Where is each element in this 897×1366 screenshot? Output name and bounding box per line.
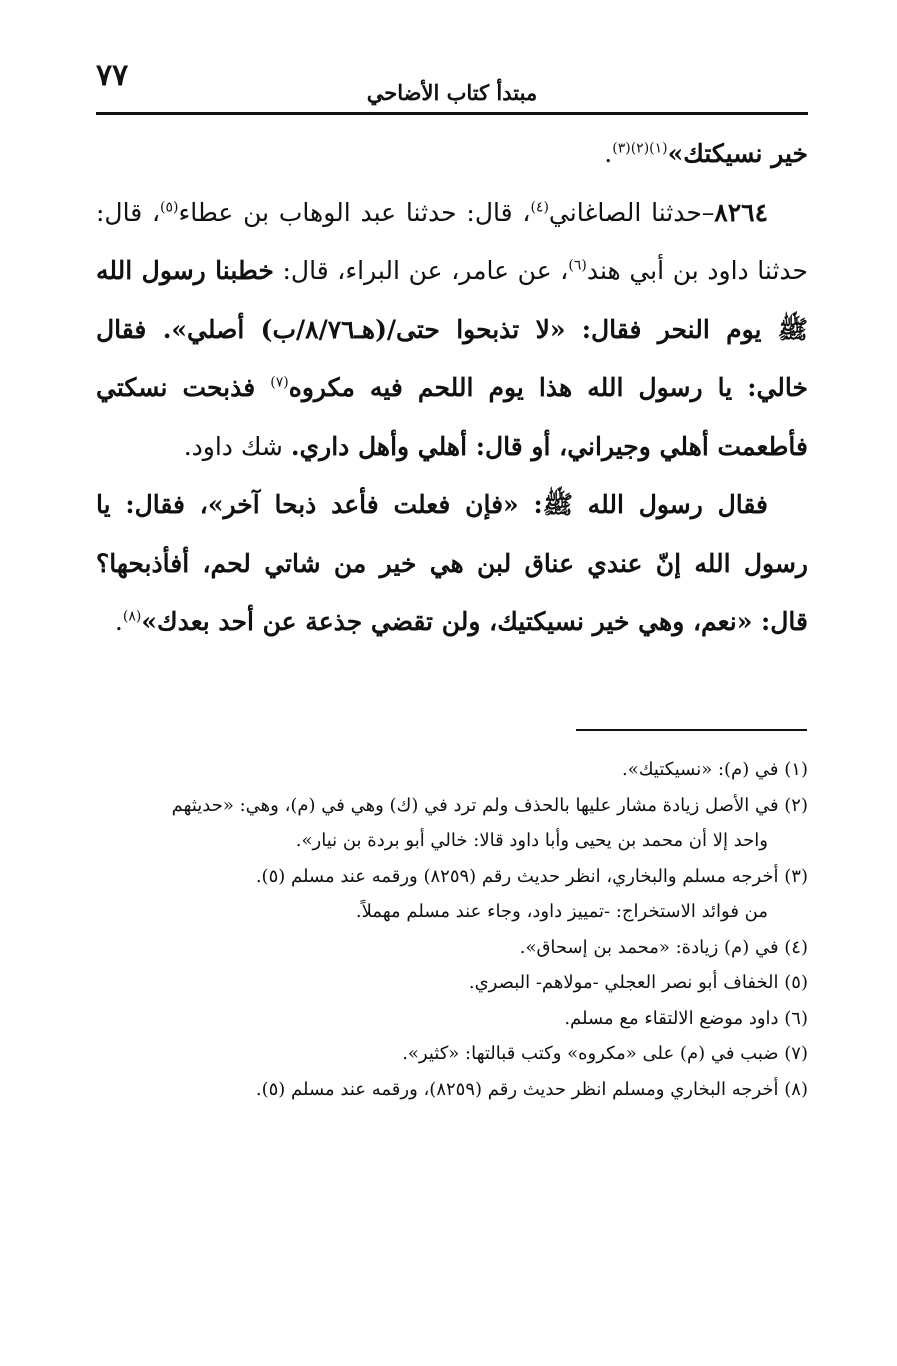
quote-end-text: خير نسيكتك» bbox=[667, 139, 808, 168]
footnote-separator bbox=[576, 729, 807, 731]
page-number: ٧٧ bbox=[96, 58, 129, 93]
punctuation: . bbox=[114, 607, 123, 636]
footnote-1: (١) في (م): «نسيكتيك». bbox=[622, 759, 808, 780]
paragraph-continuation bbox=[96, 125, 808, 184]
footnote-4: (٤) في (م) زيادة: «محمد بن إسحاق». bbox=[519, 936, 808, 958]
footnote-8: (٨) أخرجه البخاري ومسلم انظر حديث رقم (٨٢٥٩)، ورقمه عند مسلم (٥). bbox=[255, 1078, 808, 1100]
footnote-3-continued: من فوائد الاستخراج: -تمييز داود، وجاء عند مسلم مهملاً. bbox=[355, 901, 768, 922]
footnote-2-continued: واحد إلا أن محمد بن يحيى وأبا داود قالا: خالي أبو بردة بن نيار». bbox=[295, 830, 768, 851]
main-text bbox=[96, 125, 808, 652]
matn-text: فذبحت نسكتي فأطعمت أهلي وجيراني، أو قال: أهلي وأهل داري. bbox=[96, 373, 808, 461]
isnad-text: ، عن عامر، عن البراء، قال: bbox=[273, 256, 569, 285]
footnote-ref: (٧) bbox=[270, 374, 289, 391]
footnote-ref: (٨) bbox=[122, 608, 142, 625]
isnad-text: ، قال: حدثنا داود بن أبي هند bbox=[96, 197, 809, 285]
footnote-5: (٥) الخفاف أبو نصر العجلي -مولاهم- البصري. bbox=[468, 972, 808, 993]
isnad-text: –حدثنا الصاغاني bbox=[548, 197, 715, 227]
footnote-ref: (٥) bbox=[160, 199, 179, 216]
hadith-paragraph bbox=[96, 184, 808, 477]
remark-text: شك داود. bbox=[183, 431, 291, 461]
header-rule bbox=[96, 112, 808, 115]
isnad-text: ، قال: حدثنا عبد الوهاب بن عطاء bbox=[178, 197, 531, 227]
footnote-7: (٧) ضبب في (م) على «مكروه» وكتب قبالتها: «كثير». bbox=[402, 1043, 808, 1064]
hadith-paragraph-cont bbox=[96, 476, 808, 652]
footnotes bbox=[80, 752, 808, 1107]
running-title: مبتدأ كتاب الأضاحي bbox=[366, 80, 538, 105]
footnote-2: (٢) في الأصل زيادة مشار عليها بالحذف ولم ترد في (ك) وهي في (م)، وهي: «حديثهم bbox=[171, 794, 808, 816]
footnote-6: (٦) داود موضع الالتقاء مع مسلم. bbox=[564, 1007, 808, 1029]
matn-text: خطبنا رسول الله ﷺ يوم النحر فقال: «لا تذبحوا حتى/(هـ٨/٧٦/ب) أصلي». فقال خالي: يا رسول الله هذا يوم اللحم فيه مكروه bbox=[96, 256, 808, 402]
page-header bbox=[96, 58, 808, 110]
punctuation: . bbox=[604, 139, 613, 168]
matn-text: فقال رسول الله ﷺ: «فإن فعلت فأعد ذبحا آخر»، فقال: يا رسول الله إنّ عندي عناق لبن هي خير من شاتي لحم، أفأذبحها؟ قال: «نعم، وهي خير نسيكتيك، ولن تقضي جذعة عن أحد بعدك» bbox=[96, 490, 808, 636]
footnote-ref: (٦) bbox=[568, 257, 587, 274]
footnote-ref: (١)(٢)(٣) bbox=[612, 140, 668, 157]
hadith-number: ٨٢٦٤ bbox=[714, 197, 768, 227]
footnote-ref: (٤) bbox=[530, 199, 549, 216]
footnote-3: (٣) أخرجه مسلم والبخاري، انظر حديث رقم (٨٢٥٩) ورقمه عند مسلم (٥). bbox=[255, 865, 808, 887]
